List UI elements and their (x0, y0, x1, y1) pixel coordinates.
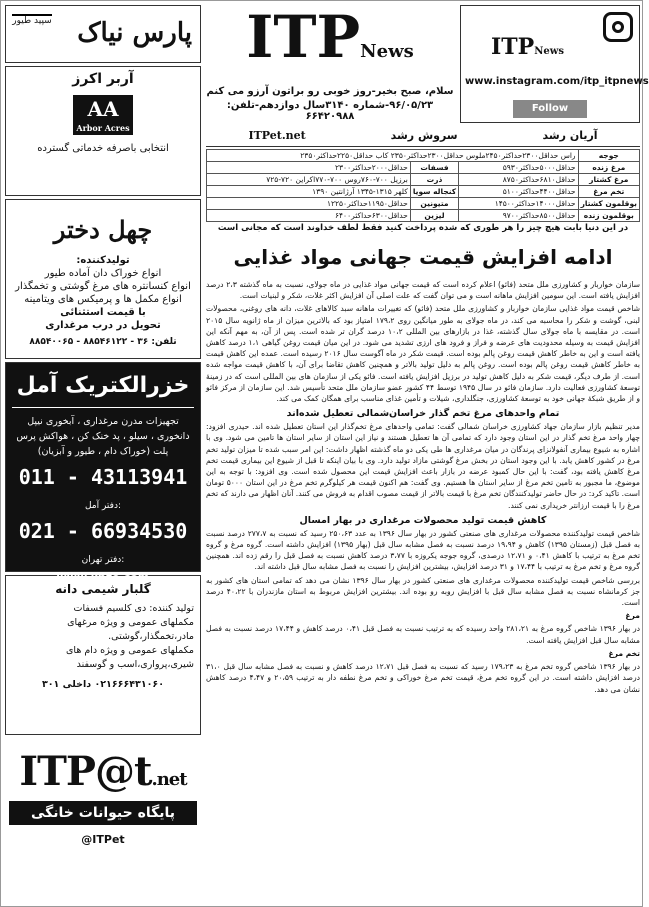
price-label: ذرت (410, 174, 458, 186)
price-value: حداقل۴۴۰۰حداکثر۵۱۰۰ (459, 186, 578, 198)
masthead (206, 5, 454, 123)
instagram-logo (491, 34, 564, 60)
table-row (207, 210, 640, 222)
article-paragraph: شاخص قیمت تولیدکننده محصولات مرغداری های صنعتی کشور در بهار سال ۱۳۹۶ به عدد ۲۵۰،۶۳ رسید که نسبت به ۲۷۷،۷ درصد نسبت به فصل قبل (زمستان ۱۳۹۵) کاهش و ۱۹،۹۴ درصد نسبت به فصل مشابه سال قبل (بهار ۱۳۹۵) افزایش داشته است. گروه مرغ و گروه تخم مرغ به ترتیب با کاهش ۰،۴۱ و ۱۲،۷۱ درصدی، گروه جوجه یکروزه با ۳،۷۷ درصد کاهش نسبت به فصل قبل را رقم زده اند. همچنین گروه مرغ و تخم مرغ به ترتیب با ۱۷،۴۴ و ۳۱ درصد افزایش، بیشترین افزایش را نسبت به فصل مشابه سال قبل داشته اند. (206, 528, 641, 572)
itpet-bar: پایگاه حیوانات خانگی (9, 801, 197, 825)
ad-chehel-producer: تولیدکننده: (76, 255, 130, 266)
ad-golbar-item2: مکملهای عمومی و ویژه دام های شیری،پرواری،اسب و گوسفند (66, 645, 194, 670)
ad-pars-niak-small: سپید طیور (12, 16, 52, 26)
ad-chehel-line3: انواع مکمل ها و پرمیکس های ویتامینه (24, 294, 182, 305)
masthead-logo-main: ITP (246, 3, 361, 71)
price-label: متیونین (410, 198, 458, 210)
masthead-issue: ۹۶/۰۵/۲۳-شماره ۳۱۴۰سال دوازدهم-تلفن: ۶۶۴۲۰۹۸۸ (226, 100, 434, 122)
main-column (206, 3, 649, 904)
ad-khazar-phone1-label: دفتر آمل: (84, 501, 122, 511)
arbor-acres-logo (73, 95, 133, 135)
price-value: حداقل۶۸۱۰حداکثر۸۷۵۰ (459, 174, 578, 186)
ad-khazar-phone2-number: 021 - 66934530 (18, 519, 188, 543)
article-subtitle: تمام واحدهای مرغ تخم گذار خراسان‌شمالی تعطیل شده‌اند (286, 408, 560, 420)
article-paragraph: شاخص قیمت مواد غذایی سازمان خواربار و کشاورزی ملل متحد (فائو) که تغییرات ماهانه سبد کالاهای غلات، دانه های روغنی، محصولات لبنی، گوشت و شکر را محاسبه می کند، در ماه جولای به طور میانگین روی ۱۷۹،۲ امتیاز بود که بالاترین میزان از ماه ژانویه سال ۲۰۱۵ است. در مقایسه با ماه جولای سال گذشته، غذا در بازارهای بین المللی ۱۰،۲ درصد گران تر شده است. پس از آن، به مهم آنکه این افزایش قیمت به وسیله محدودیت های عرضه و فراز و فرود های ارزی تشدید می شود. در این میان قیمت روغن گیاهی ۱،۱ درصد کاهش یافته است و این به خاطر کاهش قیمت روغن پالم بوده است. قیمت شکر در ماه آگوست سال ۲۰۱۶ رسیده است. عمده این کاهش قیمت به خاطر کاهش قیمت روغن پالم بوده است. روغن پالم به دلیل تولید بالاتر و همچنین کاهش تقاضا برای آن، با کاهش قیمت مواجه شده است. از طرف دیگر، قیمت شکر به دلیل کاهش تولید در برزیل افزایش یافته است. فائو یکی از سازمان های بین المللی است که در زمینهٔ توسعهٔ کشاورزی فعالیت دارد. سازمان فائو در سال ۱۹۴۵ توسط ۴۴ کشور عضو سازمان ملل متحد تأسیس شد. این سازمان از مرکز فائو و از طریق شبکهٔ جهانی خود به توسعهٔ کشاورزی، جنگلداری، شیلات و تأمین غذای مناسب برای همگان کمک می کند. (206, 304, 641, 404)
instagram-logo-suffix: News (534, 46, 564, 57)
article (206, 237, 640, 904)
price-label: فسفات (410, 162, 458, 174)
ad-chehel-tel: تلفن: ۳۶ - ۸۸۵۴۶۱۲۲ - ۸۸۵۴۰۰۶۵ (29, 337, 177, 347)
ad-golbar[interactable] (5, 575, 201, 735)
ad-golbar-item1: مکملهای عمومی و ویژه مرغهای مادر،تخمگذار،گوشتی. (67, 617, 194, 642)
article-paragraph: در بهار ۱۳۹۶ شاخص گروه مرغ به ۲۸۱،۲۱ واحد رسیده که به ترتیب نسبت به فصل قبل ۰،۴۱ درصد کاهش و ۱۷،۴۴ درصد نسبت به فصل مشابه سال قبل افزایش یافته است. (206, 624, 640, 645)
ad-khazar-phone2 (12, 519, 194, 567)
article-section-label: مرغ (625, 611, 640, 621)
ad-chehel-line2: انواع کنسانتره های مرغ گوشتی و تخمگذار (15, 281, 191, 292)
price-value: حداقل۶۳۰۰حداکثر۶۴۰۰ (207, 210, 411, 222)
ad-pars-niak-brand: پارس نیاک (77, 18, 192, 48)
ad-khazar-web[interactable]: www.khze.com (56, 571, 150, 584)
price-label: مرغ کشتار (578, 174, 639, 186)
sponsor-bar (206, 125, 640, 147)
article-paragraph: سازمان خواربار و کشاورزی ملل متحد (فائو) اعلام کرده است که قیمت جهانی مواد غذایی در ماه جولای، نسبت به ماه گذشته ۲،۳ درصد افزایش یافته است. این سومین افزایش ماهانه است و می توان گفت که علت اصلی آن افزایش اکثر غلات، شکر و لبنیات است. (206, 280, 640, 301)
article-paragraph: بررسی شاخص قیمت تولیدکننده محصولات مرغداری های صنعتی کشور در بهار سال ۱۳۹۶ نشان می دهد که تمامی استان های کشور به جز کرمانشاه نسبت به فصل مشابه سال قبل با افزایش روبه رو بوده اند. بیشترین افزایش مربوط به استان مازندران با ۴۰،۲۲ درصد است. (206, 575, 640, 608)
price-value: برزیل ۷۰۰-۷۶۰روس ۷۰۰-۷۷۰اکراین ۷۲۰-۷۲۵ (207, 174, 411, 186)
ad-arbor-slogan: انتخابی باصرفه خدماتی گسترده (37, 143, 169, 154)
price-label: بوقلمون زنده (578, 210, 639, 222)
price-value: حداقل۱۴۰۰۰حداکثر۱۴۵۰۰ (459, 198, 578, 210)
price-label: تخم مرغ (578, 186, 639, 198)
arbor-acres-logo-sub: Arbor Acres (76, 123, 130, 133)
article-paragraph: مدیر تنظیم بازار سازمان جهاد کشاورزی خراسان شمالی گفت: تمامی واحدهای مرغ تخم‌گذار این استان تعطیل شده اند. حیدری افزود: چهار واحد مرغ تخم گذار در این استان وجود دارد که تمامی آن ها تعطیل هستند و نیاز این استان از سایر استان ها تامین می شود. وی با اشاره به شیوع بیماری آنفولانزای پرندگان در میان مرغداری ها طی یکی دو ماه گذشته اظهار داشت: این امر سبب شده تا میزان تولید تخم مرغ در کشور کاهش یابد. با این وجود استان در بخش مرغ گوشتی مازاد تولید دارد. وی با بیان اینکه تا قبل از شیوع این بیماری قیمت تخم مرغ کاهش یافته بود، گفت: با این حال کمبود عرضه در بازار باعث افزایش قیمت این محصول شده است. وی افزود: با توجه به این موضوع، ما مجبور به تامین تخم مرغ از سایر استان ها هستیم. وی گفت: هم اکنون قیمت هر کیلوگرم تخم مرغ در این استان ۵۰۰۰ تومان است. تاکید کرد: در حال حاضر تولیدکنندگان تخم مرغ با قیمت بالاتر از قیمت مصوب اقدام به فروش می کنند. آنان اظهار می دارند که تخم مرغ را با قیمت ارزانتر خریداری نمی کنند. (206, 422, 640, 510)
table-row (207, 186, 640, 198)
instagram-icon (603, 12, 633, 42)
ad-arbor-title: آربر اکرز (72, 71, 134, 87)
ad-khazar-phone2-label: دفتر تهران: (81, 555, 125, 565)
ad-pars-niak[interactable] (5, 5, 201, 63)
itpet-handle[interactable]: @ITPet (81, 833, 125, 846)
table-row (207, 174, 640, 186)
price-label: مرغ زنده (578, 162, 639, 174)
masthead-tagline: سلام، صبح بخیر-روز خوبی رو براتون آرزو می کنم (206, 86, 454, 97)
instagram-url[interactable]: www.instagram.com/itp_itpnews (465, 76, 649, 87)
ad-khazar-electric[interactable] (5, 362, 201, 584)
ad-chehel-name: چهل دختر (53, 215, 153, 244)
ad-chehel-dokhtar[interactable] (5, 199, 201, 359)
ad-golbar-producer: تولید کننده: دی کلسیم فسفات (73, 603, 194, 614)
ad-golbar-head: گلبار شیمی دانه (55, 582, 151, 596)
sponsor-arian[interactable]: آریان رشد (542, 129, 598, 142)
ad-khazar-phone1 (12, 465, 194, 513)
itpet-logo-main: ITP@t (19, 748, 152, 795)
instagram-box[interactable] (460, 5, 649, 123)
ad-column (5, 5, 201, 904)
price-value: حداقل۱۱۹۵۰حداکثر۱۲۲۵۰ (207, 198, 411, 210)
price-label: جوجه (578, 150, 639, 162)
table-row (207, 150, 640, 162)
price-value: حداقل۸۵۰۰حداکثر۹۷۰۰ (459, 210, 578, 222)
ad-itpet[interactable] (5, 738, 201, 896)
table-row (207, 162, 640, 174)
ad-khazar-name: خزرالکتریک آمل (12, 369, 194, 408)
ad-chehel-line1: انواع خوراک دان آماده طیور (44, 268, 162, 279)
ad-chehel-line4: با قیمت استثنائی (60, 307, 146, 318)
price-value: حداقل۲۰۰۰حداکثر۲۳۰۰ (207, 162, 411, 174)
ad-khazar-desc: تجهیزات مدرن مرغداری ، آبخوری نیپل دانخوری ، سیلو ، پد خنک کن ، هواکش پرس پلت (خوراک دام ، طیور و آبزیان) (16, 416, 190, 457)
quote-note: در این دنیا بابت هیچ چیز را هر طوری که شده پرداخت کنید فقط لطف خداوند است که مجانی است (217, 223, 629, 233)
price-value: راس حداقل۲۳۰۰حداکثر۲۴۵۰ملوس حداقل۲۳۰۰حداکثر۲۳۵۰ کاب حداقل۲۲۵۰حداکثر۲۳۵۰ (207, 150, 579, 162)
table-row (207, 198, 640, 210)
article-paragraph: در بهار ۱۳۹۶ شاخص گروه تخم مرغ به ۱۷۹،۲۳ رسید که نسبت به فصل قبل ۱۲،۷۱ درصد کاهش و نسبت به فصل مشابه سال قبل ۳۱،۰ درصد افزایش داشته است. در این گروه تخم مرغ، قیمت تخم مرغ خوراکی و تخم مرغ نطفه دار به ترتیب ۲۰،۵۹ و ۴،۴۷ درصد کاهش نشان می دهد. (206, 662, 640, 694)
article-subtitle: کاهش قیمت تولید محصولات مرغداری در بهار امسال (299, 514, 547, 526)
price-value: حداقل۵۰۰۰حداکثر۵۹۳۰ (459, 162, 578, 174)
ad-khazar-phone1-number: 011 - 43113941 (18, 465, 188, 489)
article-title: ادامه افزایش قیمت جهانی مواد غذایی (233, 245, 613, 269)
ad-chehel-line5: تحویل در درب مرغداری (45, 320, 161, 331)
masthead-logo-suffix: News (360, 41, 414, 62)
arbor-acres-logo-mark: AA (87, 97, 119, 121)
sponsor-itpet[interactable]: ITPet.net (248, 129, 306, 142)
sponsor-soroush[interactable]: سروش رشد (390, 129, 458, 142)
itp-news-logo (206, 5, 454, 84)
follow-button[interactable]: Follow (513, 100, 587, 118)
price-table (206, 149, 640, 222)
itpet-logo-suffix: .net (151, 769, 187, 790)
ad-arbor-acres[interactable] (5, 66, 201, 196)
article-section-label: تخم مرغ (608, 648, 640, 658)
ad-golbar-tel: ۰۲۱۶۶۶۴۳۱۰۶۰ داخلی ۳۰۱ (41, 679, 165, 690)
price-value: کلهر ۱۳۱۵-۱۳۴۵ آرژانتین ۱۳۹۰ (207, 186, 411, 198)
price-label: کنجاله سویا (410, 186, 458, 198)
price-label: بوقلمون کشتار (578, 198, 639, 210)
price-label: لیزین (410, 210, 458, 222)
itpet-logo (5, 748, 201, 795)
instagram-logo-main: ITP (491, 34, 535, 60)
